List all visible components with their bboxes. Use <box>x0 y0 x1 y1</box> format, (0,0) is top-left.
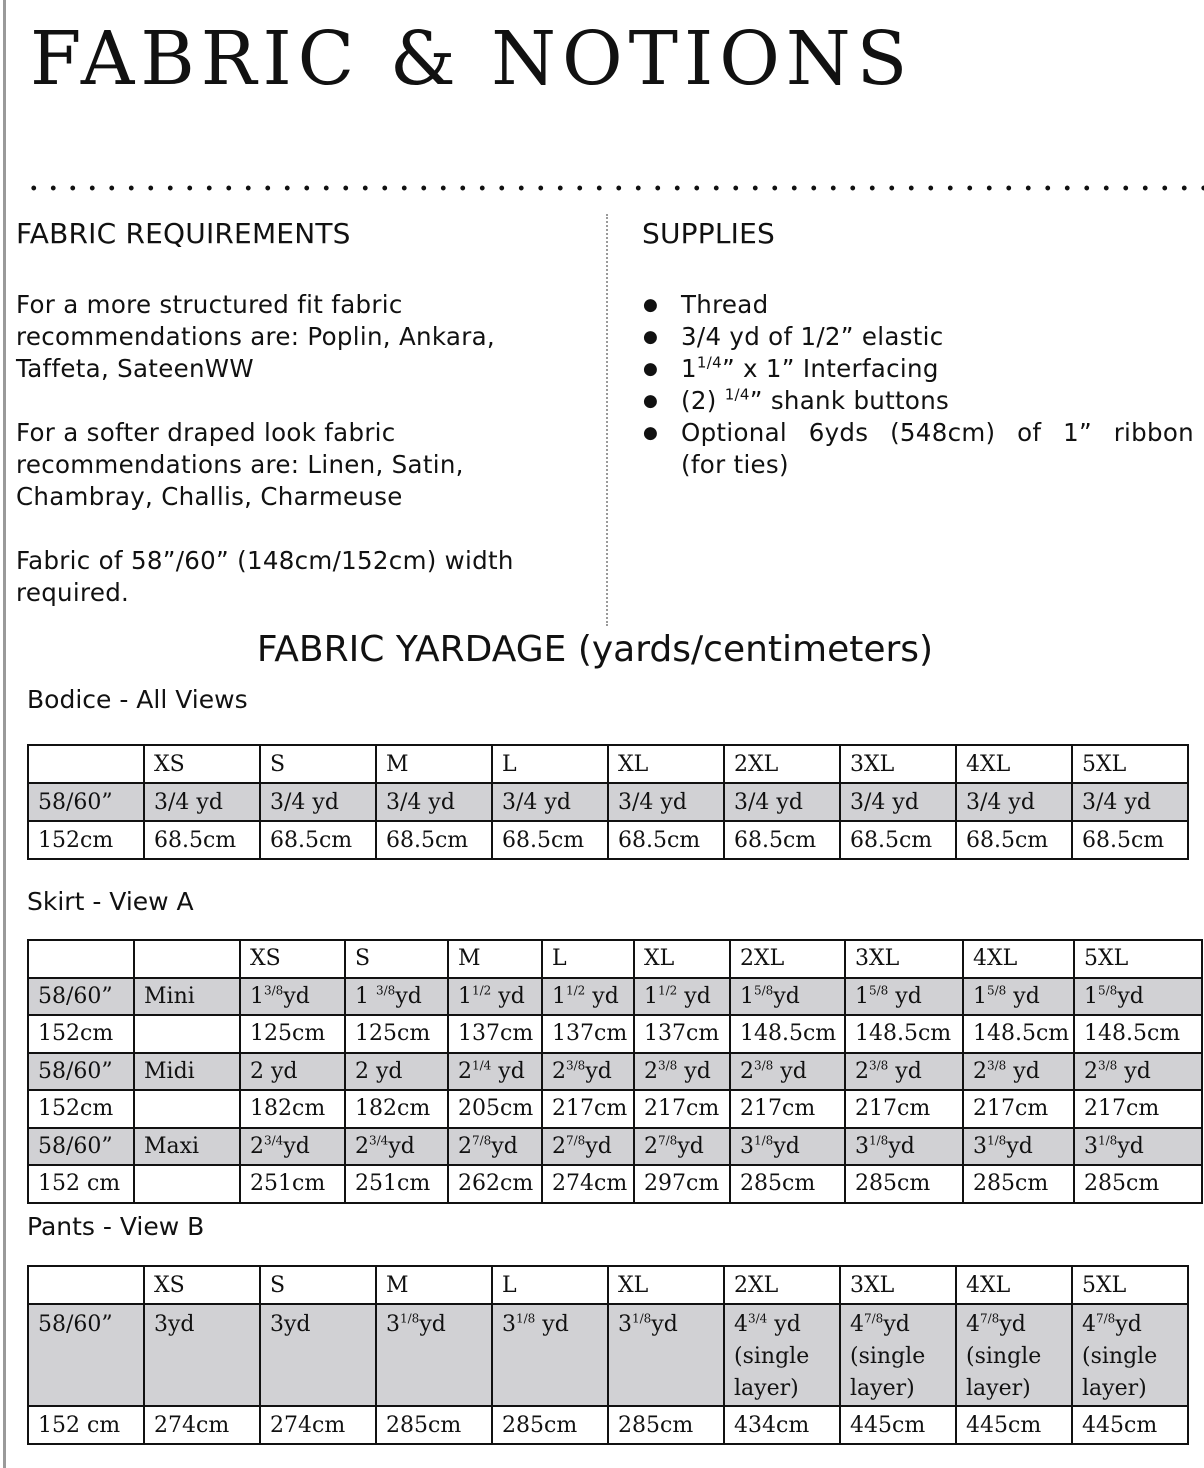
table-cell <box>134 1090 240 1128</box>
header-cell: S <box>260 745 376 783</box>
table-cell <box>134 1015 240 1053</box>
row-label-cell: 58/60” <box>28 978 134 1016</box>
fabric-requirements-section <box>16 217 596 609</box>
table-cell: 137cm <box>448 1015 542 1053</box>
table-cell: $3^{1/8}yd$ <box>376 1304 492 1406</box>
table-cell: 285cm <box>608 1406 724 1444</box>
table-cell: $1^{1/2}$ yd <box>448 978 542 1016</box>
header-cell: 4XL <box>956 745 1072 783</box>
table-cell: $2^{7/8}yd$ <box>448 1128 542 1166</box>
header-cell: L <box>492 745 608 783</box>
table-cell: $4^{7/8}yd$ (single layer) <box>1072 1304 1188 1406</box>
bodice-yardage-table <box>27 744 1189 860</box>
table-cell: $2^{7/8}yd$ <box>542 1128 634 1166</box>
table-cell: $2^{3/8}$ yd <box>963 1053 1074 1091</box>
header-cell: 2XL <box>724 1266 840 1304</box>
header-cell: 5XL <box>1074 940 1202 978</box>
table-cell: $2^{3/4}yd$ <box>345 1128 448 1166</box>
table-cell: $2^{3/8}$ yd <box>845 1053 963 1091</box>
table-cell: $3^{1/8}yd$ <box>845 1128 963 1166</box>
supply-item-elastic: ● 3/4 yd of 1/2” elastic <box>642 321 1194 353</box>
table-cell: $1^{1/2}$ yd <box>634 978 730 1016</box>
table-cell: 217cm <box>845 1090 963 1128</box>
fabric-requirements-heading: FABRIC REQUIREMENTS <box>16 217 351 250</box>
table-cell: Maxi <box>134 1128 240 1166</box>
page-title: FABRIC & NOTIONS <box>30 16 914 102</box>
table-header-row <box>28 1266 1188 1304</box>
header-cell: S <box>345 940 448 978</box>
table-cell: $2^{3/8}$ yd <box>1074 1053 1202 1091</box>
row-label-cell: 152cm <box>28 821 144 859</box>
row-label-cell: 152cm <box>28 1015 134 1053</box>
header-cell: 3XL <box>845 940 963 978</box>
table-cell: Mini <box>134 978 240 1016</box>
table-cell: 68.5cm <box>1072 821 1188 859</box>
row-label-cell: 58/60” <box>28 1128 134 1166</box>
table-row <box>28 1090 1202 1128</box>
header-cell <box>134 940 240 978</box>
table-header-row <box>28 940 1202 978</box>
table-cell: $1^{5/8}$ yd <box>963 978 1074 1016</box>
table-cell: $1^{1/2}$ yd <box>542 978 634 1016</box>
row-label-cell: 58/60” <box>28 1053 134 1091</box>
header-cell: 2XL <box>724 745 840 783</box>
table-cell: 68.5cm <box>840 821 956 859</box>
table-cell: 274cm <box>260 1406 376 1444</box>
table-cell: 262cm <box>448 1165 542 1203</box>
table-cell: 2 yd <box>240 1053 345 1091</box>
table-cell: 148.5cm <box>963 1015 1074 1053</box>
supply-item-thread: ● Thread <box>642 289 1194 321</box>
header-cell <box>28 745 144 783</box>
row-label-cell: 58/60” <box>28 783 144 821</box>
table-cell: 68.5cm <box>956 821 1072 859</box>
skirt-yardage-table <box>27 939 1203 1204</box>
table-cell: 3/4 yd <box>1072 783 1188 821</box>
pants-yardage-table <box>27 1265 1189 1445</box>
table-cell: $3^{1/8}yd$ <box>608 1304 724 1406</box>
header-cell: XS <box>144 745 260 783</box>
table-cell: 205cm <box>448 1090 542 1128</box>
table-cell: $3^{1/8}$ yd <box>492 1304 608 1406</box>
table-cell: 3/4 yd <box>608 783 724 821</box>
pants-caption: Pants - View B <box>27 1212 205 1241</box>
supplies-heading: SUPPLIES <box>642 217 775 250</box>
skirt-caption: Skirt - View A <box>27 887 194 916</box>
supplies-section <box>642 217 1194 481</box>
table-cell: 217cm <box>1074 1090 1202 1128</box>
table-cell: 445cm <box>956 1406 1072 1444</box>
table-header-row <box>28 745 1188 783</box>
table-row <box>28 783 1188 821</box>
table-cell: 2 yd <box>345 1053 448 1091</box>
table-cell: $2^{3/8}yd$ <box>542 1053 634 1091</box>
table-cell: 285cm <box>963 1165 1074 1203</box>
header-cell: XS <box>144 1266 260 1304</box>
table-cell: $1^{5/8}$ yd <box>845 978 963 1016</box>
table-cell: 68.5cm <box>144 821 260 859</box>
table-row <box>28 978 1202 1016</box>
header-cell: XL <box>608 1266 724 1304</box>
supplies-list <box>642 289 1194 481</box>
table-cell: $2^{7/8}yd$ <box>634 1128 730 1166</box>
table-cell: 3yd <box>260 1304 376 1406</box>
table-cell: $2^{3/8}$ yd <box>730 1053 845 1091</box>
table-cell: 137cm <box>542 1015 634 1053</box>
table-cell: 285cm <box>1074 1165 1202 1203</box>
table-cell: 68.5cm <box>492 821 608 859</box>
table-cell: 125cm <box>240 1015 345 1053</box>
row-label-cell: 58/60” <box>28 1304 144 1406</box>
table-cell: $4^{7/8}yd$ (single layer) <box>840 1304 956 1406</box>
table-cell: 3/4 yd <box>956 783 1072 821</box>
table-cell: 3yd <box>144 1304 260 1406</box>
supply-item-buttons: ● (2) $^{1/4}$” shank buttons <box>642 385 1194 417</box>
table-row <box>28 1053 1202 1091</box>
table-cell: $1^{5/8}yd$ <box>730 978 845 1016</box>
table-cell: 3/4 yd <box>724 783 840 821</box>
table-cell: 148.5cm <box>1074 1015 1202 1053</box>
table-cell: 182cm <box>240 1090 345 1128</box>
table-row <box>28 1015 1202 1053</box>
header-cell: XL <box>608 745 724 783</box>
header-cell: 5XL <box>1072 1266 1188 1304</box>
table-cell: 3/4 yd <box>144 783 260 821</box>
header-cell: 5XL <box>1072 745 1188 783</box>
bodice-caption: Bodice - All Views <box>27 685 248 714</box>
table-cell: $4^{3/4}$ yd (single layer) <box>724 1304 840 1406</box>
table-cell: 148.5cm <box>730 1015 845 1053</box>
table-cell: 137cm <box>634 1015 730 1053</box>
table-cell: $3^{1/8}yd$ <box>730 1128 845 1166</box>
header-cell: 4XL <box>956 1266 1072 1304</box>
table-cell: 3/4 yd <box>260 783 376 821</box>
header-cell: L <box>542 940 634 978</box>
table-cell: 217cm <box>542 1090 634 1128</box>
table-cell: 445cm <box>1072 1406 1188 1444</box>
header-cell: M <box>448 940 542 978</box>
table-cell: $2^{3/4}yd$ <box>240 1128 345 1166</box>
row-label-cell: 152 cm <box>28 1406 144 1444</box>
page-edge-line <box>3 0 6 1468</box>
fabric-width-paragraph: Fabric of 58”/60” (148cm/152cm) width required. <box>16 546 514 607</box>
table-cell: 285cm <box>376 1406 492 1444</box>
table-cell: 434cm <box>724 1406 840 1444</box>
table-cell: Midi <box>134 1053 240 1091</box>
table-row <box>28 821 1188 859</box>
table-cell: 1 $^{3/8}$yd <box>345 978 448 1016</box>
fabric-yardage-title: FABRIC YARDAGE (yards/centimeters) <box>256 629 934 670</box>
table-cell: $2^{3/8}$ yd <box>634 1053 730 1091</box>
row-label-cell: 152 cm <box>28 1165 134 1203</box>
table-cell: 3/4 yd <box>376 783 492 821</box>
table-cell: $4^{7/8}yd$ (single layer) <box>956 1304 1072 1406</box>
table-cell: 68.5cm <box>260 821 376 859</box>
table-cell: 297cm <box>634 1165 730 1203</box>
header-cell <box>28 1266 144 1304</box>
table-cell: 285cm <box>730 1165 845 1203</box>
table-row <box>28 1406 1188 1444</box>
header-cell <box>28 940 134 978</box>
structured-fit-paragraph: For a more structured fit fabric recommendations are: Poplin, Ankara, Taffeta, SateenWW <box>16 290 496 383</box>
header-cell: 4XL <box>963 940 1074 978</box>
table-cell: 68.5cm <box>724 821 840 859</box>
header-cell: XL <box>634 940 730 978</box>
table-cell: 285cm <box>492 1406 608 1444</box>
header-cell: XS <box>240 940 345 978</box>
table-cell: 285cm <box>845 1165 963 1203</box>
table-cell: 445cm <box>840 1406 956 1444</box>
dotted-divider <box>24 183 1204 193</box>
column-divider <box>606 214 608 626</box>
table-row <box>28 1165 1202 1203</box>
table-row <box>28 1304 1188 1406</box>
table-cell: 274cm <box>542 1165 634 1203</box>
table-cell: $3^{1/8}yd$ <box>1074 1128 1202 1166</box>
header-cell: 3XL <box>840 1266 956 1304</box>
table-cell: 68.5cm <box>608 821 724 859</box>
table-cell: 274cm <box>144 1406 260 1444</box>
softer-drape-paragraph: For a softer draped look fabric recommendations are: Linen, Satin, Chambray, Challis, Charmeuse <box>16 418 464 511</box>
table-cell: 68.5cm <box>376 821 492 859</box>
table-cell: 148.5cm <box>845 1015 963 1053</box>
header-cell: S <box>260 1266 376 1304</box>
table-row <box>28 1128 1202 1166</box>
table-cell: 217cm <box>634 1090 730 1128</box>
table-cell: $2^{1/4}$ yd <box>448 1053 542 1091</box>
table-cell: 182cm <box>345 1090 448 1128</box>
table-cell: $1^{5/8}yd$ <box>1074 978 1202 1016</box>
table-cell: 125cm <box>345 1015 448 1053</box>
table-cell: 3/4 yd <box>840 783 956 821</box>
table-cell: $1^{3/8}yd$ <box>240 978 345 1016</box>
header-cell: 2XL <box>730 940 845 978</box>
header-cell: M <box>376 745 492 783</box>
table-cell: 217cm <box>730 1090 845 1128</box>
table-cell: 217cm <box>963 1090 1074 1128</box>
header-cell: M <box>376 1266 492 1304</box>
table-cell: $3^{1/8}yd$ <box>963 1128 1074 1166</box>
header-cell: L <box>492 1266 608 1304</box>
table-cell: 251cm <box>240 1165 345 1203</box>
row-label-cell: 152cm <box>28 1090 134 1128</box>
header-cell: 3XL <box>840 745 956 783</box>
table-cell <box>134 1165 240 1203</box>
table-cell: 251cm <box>345 1165 448 1203</box>
table-cell: 3/4 yd <box>492 783 608 821</box>
supply-item-interfacing: ● $1^{1/4}$” x 1” Interfacing <box>642 353 1194 385</box>
supply-item-ribbon: ● Optional 6yds (548cm) of 1” ribbon (for ties) <box>642 417 1194 481</box>
